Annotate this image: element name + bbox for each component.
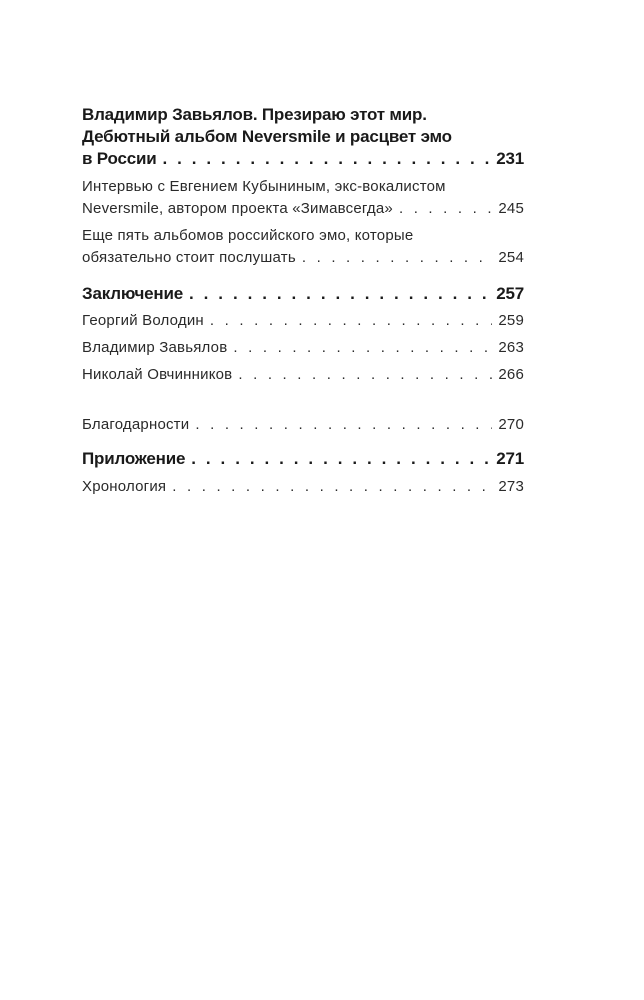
toc-entry-last-line (82, 247, 524, 269)
toc-leader-dots (191, 448, 490, 470)
toc-page-number: 257 (496, 284, 524, 303)
toc-entry-conclusion[interactable] (82, 283, 524, 305)
toc-entry-last-line (82, 337, 524, 359)
toc-leader-dots (162, 148, 490, 170)
toc-leader-dots (238, 364, 492, 386)
toc-leader-dots (195, 414, 492, 436)
toc-entry-title-line: Владимир Завьялов. Презираю этот мир. (82, 105, 427, 124)
toc-entry-last-line (82, 148, 524, 170)
toc-entry-title-line: Дебютный альбом Neversmile и расцвет эмо (82, 127, 452, 146)
toc-entry-last-line (82, 364, 524, 386)
toc-leader-dots (210, 310, 492, 332)
toc-entry-zavyalov-chapter[interactable] (82, 104, 524, 170)
toc-entry-title: Хронология (82, 478, 167, 495)
toc-entry-title: Приложение (82, 449, 186, 468)
toc-entry-title: Neversmile, автором проекта «Зимавсегда» (82, 200, 393, 217)
toc-entry-volodin[interactable] (82, 310, 524, 332)
toc-page-number: 270 (498, 416, 524, 433)
toc-leader-dots (302, 247, 493, 269)
toc-entry-title-line: Интервью с Евгением Кубыниным, экс-вокалистом (82, 178, 446, 195)
toc-entry-acknowledgements[interactable] (82, 414, 524, 436)
toc-entry-zavyalov[interactable] (82, 337, 524, 359)
toc-entry-appendix[interactable] (82, 448, 524, 470)
toc-entry-title: Благодарности (82, 416, 190, 433)
toc-page-number: 266 (498, 366, 524, 383)
toc-entry-last-line (82, 414, 524, 436)
toc-entry-last-line (82, 283, 524, 305)
toc-leader-dots (172, 476, 492, 498)
toc-entry-last-line (82, 476, 524, 498)
toc-page-number: 273 (498, 478, 524, 495)
toc-entry-five-albums[interactable] (82, 225, 524, 269)
toc-entry-ovchinnikov[interactable] (82, 364, 524, 386)
toc-entry-chronology[interactable] (82, 476, 524, 498)
toc-entry-title: Николай Овчинников (82, 366, 233, 383)
toc-page-number: 259 (498, 312, 524, 329)
toc-entry-title-line: Еще пять альбомов российского эмо, которые (82, 227, 414, 244)
toc-entry-title: в России (82, 149, 157, 168)
toc-page-number: 263 (498, 339, 524, 356)
toc-entry-title: обязательно стоит послушать (82, 249, 296, 266)
toc-leader-dots (399, 198, 492, 220)
toc-entry-last-line (82, 448, 524, 470)
toc-entry-last-line (82, 198, 524, 220)
toc-page-number: 254 (498, 249, 524, 266)
toc-leader-dots (233, 337, 492, 359)
toc-page-number: 271 (496, 449, 524, 468)
toc-entry-title: Георгий Володин (82, 312, 204, 329)
toc-entry-last-line (82, 310, 524, 332)
toc-entry-title: Владимир Завьялов (82, 339, 228, 356)
toc-page-number: 245 (498, 200, 524, 217)
toc-entry-interview-kubynin[interactable] (82, 176, 524, 220)
toc-entry-title: Заключение (82, 284, 183, 303)
table-of-contents (82, 104, 524, 498)
toc-leader-dots (189, 283, 490, 305)
toc-page-number: 231 (496, 149, 524, 168)
